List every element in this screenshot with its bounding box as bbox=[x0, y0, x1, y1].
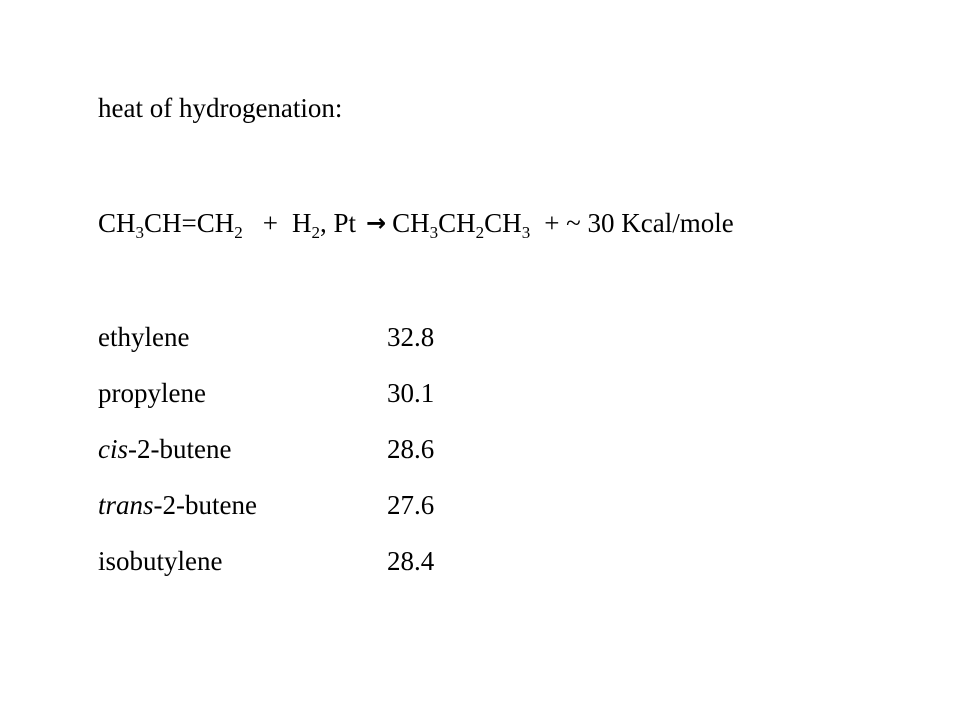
reaction-equation bbox=[98, 201, 734, 245]
compound-name: propylene bbox=[98, 378, 206, 408]
compound-name: ethylene bbox=[98, 322, 190, 352]
compound-name: cis-2-butene bbox=[98, 434, 232, 464]
reagent: $H_2$, Pt bbox=[292, 208, 357, 242]
compound-name: isobutylene bbox=[98, 546, 223, 576]
heat-released: + ~ 30 Kcal/mole bbox=[544, 208, 734, 238]
compound-name: trans-2-butene bbox=[98, 490, 257, 520]
reaction-arrow-icon: → bbox=[366, 209, 387, 237]
product-propane: $CH_3CH_2CH_3$ bbox=[392, 208, 531, 242]
heat-value: 28.4 bbox=[387, 546, 435, 576]
heat-value: 32.8 bbox=[387, 322, 435, 352]
heat-value: 28.6 bbox=[387, 434, 435, 464]
reactant-propylene: $CH_3CH=CH_2$ bbox=[98, 208, 243, 242]
plus-sign: + bbox=[262, 208, 278, 238]
heat-value: 27.6 bbox=[387, 490, 435, 520]
slide-heading: heat of hydrogenation: bbox=[98, 93, 343, 123]
heat-value: 30.1 bbox=[387, 378, 435, 408]
